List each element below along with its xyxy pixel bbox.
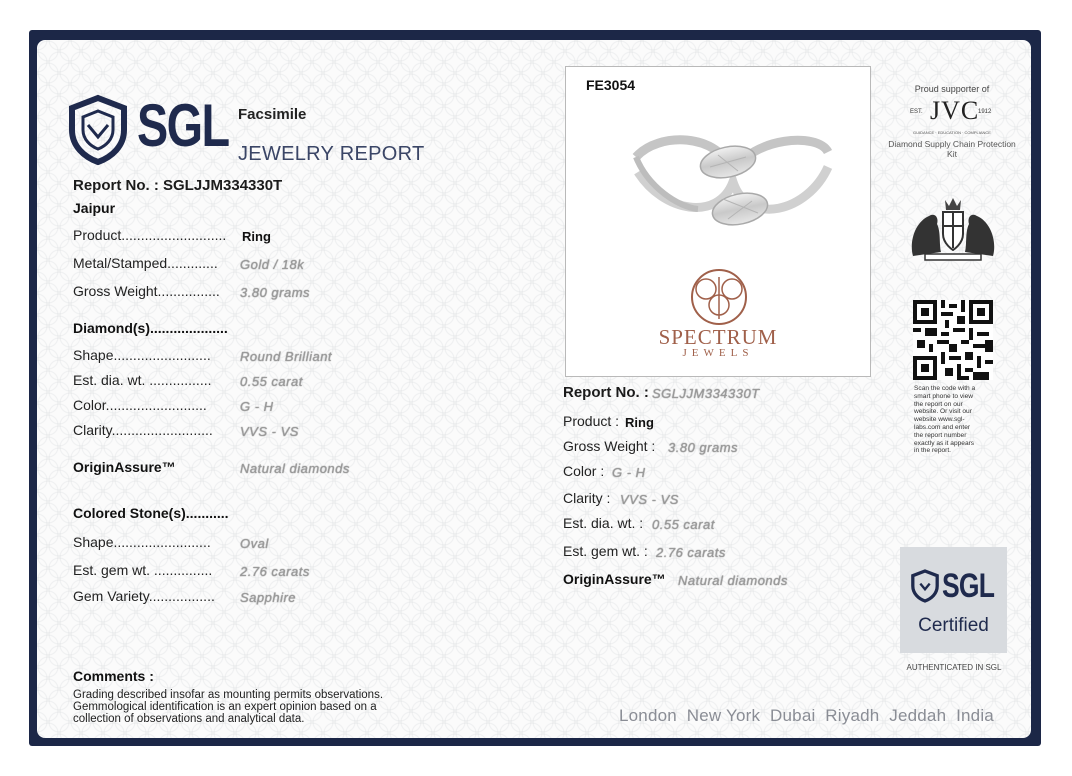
qr-caption-line: the report number bbox=[914, 431, 967, 439]
diamond-shape-label: Shape......................... bbox=[73, 347, 211, 363]
right-color-label: Color : bbox=[563, 463, 605, 479]
sgl-certified-badge bbox=[900, 547, 1007, 653]
right-gross-label: Gross Weight : bbox=[563, 438, 656, 454]
right-color-value: G - H bbox=[612, 465, 646, 480]
right-origin-label: OriginAssure™ bbox=[563, 571, 666, 587]
certified-logo-text: SGL bbox=[942, 567, 995, 605]
report-number: Report No. : SGLJJM334330T bbox=[73, 177, 283, 194]
qr-caption-line: smart phone to view bbox=[914, 392, 974, 400]
qr-caption-line: website www.sgl- bbox=[914, 416, 965, 424]
jvc-tag: GUIDANCE · EDUCATION · COMPLIANCE bbox=[913, 130, 991, 135]
jvc-est: EST. bbox=[910, 109, 923, 115]
colored-stones-heading: Colored Stone(s)........... bbox=[73, 505, 229, 521]
right-dia-value: 0.55 carat bbox=[652, 517, 715, 532]
jvc-logo bbox=[908, 96, 996, 128]
gem-variety-label: Gem Variety................. bbox=[73, 588, 215, 604]
right-product-label: Product : bbox=[563, 413, 620, 429]
coat-of-arms-icon bbox=[905, 192, 1001, 264]
qr-caption-line: labs.com and enter bbox=[914, 423, 971, 431]
gem-variety-value: Sapphire bbox=[240, 590, 297, 605]
diamonds-heading: Diamond(s).................... bbox=[73, 320, 228, 336]
gem-shape-value: Oval bbox=[240, 536, 269, 551]
product-label: Product........................... bbox=[73, 227, 227, 243]
gem-shape-label: Shape......................... bbox=[73, 534, 211, 550]
metal-value: Gold / 18k bbox=[240, 257, 305, 272]
diamond-color-value: G - H bbox=[240, 399, 274, 414]
product-code: FE3054 bbox=[586, 77, 636, 93]
jvc-year: 1912 bbox=[978, 109, 992, 115]
comment-line: collection of observations and analytical data. bbox=[73, 713, 305, 725]
metal-label: Metal/Stamped............. bbox=[73, 255, 218, 271]
diamond-color-label: Color.......................... bbox=[73, 397, 207, 413]
report-city: Jaipur bbox=[73, 200, 116, 216]
ring-image bbox=[628, 127, 838, 247]
jvc-proud: Proud supporter of bbox=[914, 84, 990, 94]
jvc-kit: Diamond Supply Chain Protection Kit bbox=[888, 139, 1016, 159]
diamond-weight-value: 0.55 carat bbox=[240, 374, 303, 389]
gross-weight-value: 3.80 grams bbox=[240, 285, 311, 300]
right-report-no-label: Report No. : bbox=[563, 384, 649, 401]
comments-text bbox=[73, 689, 383, 725]
right-dia-label: Est. dia. wt. : bbox=[563, 515, 644, 531]
facsimile-label: Facsimile bbox=[238, 106, 307, 123]
gem-weight-label: Est. gem wt. ............... bbox=[73, 562, 213, 578]
certified-word: Certified bbox=[918, 615, 989, 636]
jewelry-photo bbox=[565, 66, 871, 377]
origin-assure-label: OriginAssure™ bbox=[73, 459, 176, 475]
report-type: JEWELRY REPORT bbox=[238, 143, 425, 165]
spectrum-sub: JEWELS bbox=[682, 347, 754, 359]
diamond-shape-value: Round Brilliant bbox=[240, 349, 333, 364]
qr-caption-line: in the report. bbox=[914, 447, 952, 455]
certified-shield-icon bbox=[910, 569, 940, 603]
right-product-value: Ring bbox=[625, 415, 654, 430]
qr-caption-line: Scan the code with a bbox=[914, 385, 976, 392]
product-value: Ring bbox=[242, 229, 271, 244]
sgl-shield-icon bbox=[66, 94, 130, 166]
qr-code[interactable] bbox=[913, 300, 993, 380]
diamond-weight-label: Est. dia. wt. ................ bbox=[73, 372, 212, 388]
right-clarity-label: Clarity : bbox=[563, 490, 611, 506]
qr-caption bbox=[914, 385, 994, 455]
right-clarity-value: VVS - VS bbox=[620, 492, 679, 507]
right-report-no-value: SGLJJM334330T bbox=[652, 386, 760, 401]
qr-caption-line: the report on our bbox=[914, 400, 963, 408]
cities-list: London New York Dubai Riyadh Jeddah India bbox=[619, 706, 994, 725]
diamond-clarity-value: VVS - VS bbox=[240, 424, 299, 439]
comment-line: Grading described insofar as mounting permits observations. bbox=[73, 689, 384, 701]
spectrum-brand: SPECTRUM bbox=[658, 325, 778, 349]
jvc-name: JVC bbox=[930, 96, 980, 125]
origin-assure-value: Natural diamonds bbox=[240, 461, 350, 476]
right-gem-value: 2.76 carats bbox=[656, 545, 726, 560]
qr-caption-line: website. Or visit our bbox=[914, 408, 972, 416]
diamond-clarity-label: Clarity.......................... bbox=[73, 422, 213, 438]
right-origin-value: Natural diamonds bbox=[678, 573, 788, 588]
spectrum-logo-icon bbox=[686, 267, 752, 329]
gross-weight-label: Gross Weight................ bbox=[73, 283, 220, 299]
right-gem-label: Est. gem wt. : bbox=[563, 543, 648, 559]
right-gross-value: 3.80 grams bbox=[668, 440, 739, 455]
comment-line: Gemmological identification is an expert opinion based on a bbox=[73, 701, 377, 713]
qr-caption-line: exactly as it appears bbox=[914, 439, 975, 447]
authenticated-label: AUTHENTICATED IN SGL bbox=[906, 663, 1002, 672]
gem-weight-value: 2.76 carats bbox=[240, 564, 310, 579]
comments-heading: Comments : bbox=[73, 668, 154, 684]
sgl-logo-text: SGL bbox=[137, 92, 229, 159]
